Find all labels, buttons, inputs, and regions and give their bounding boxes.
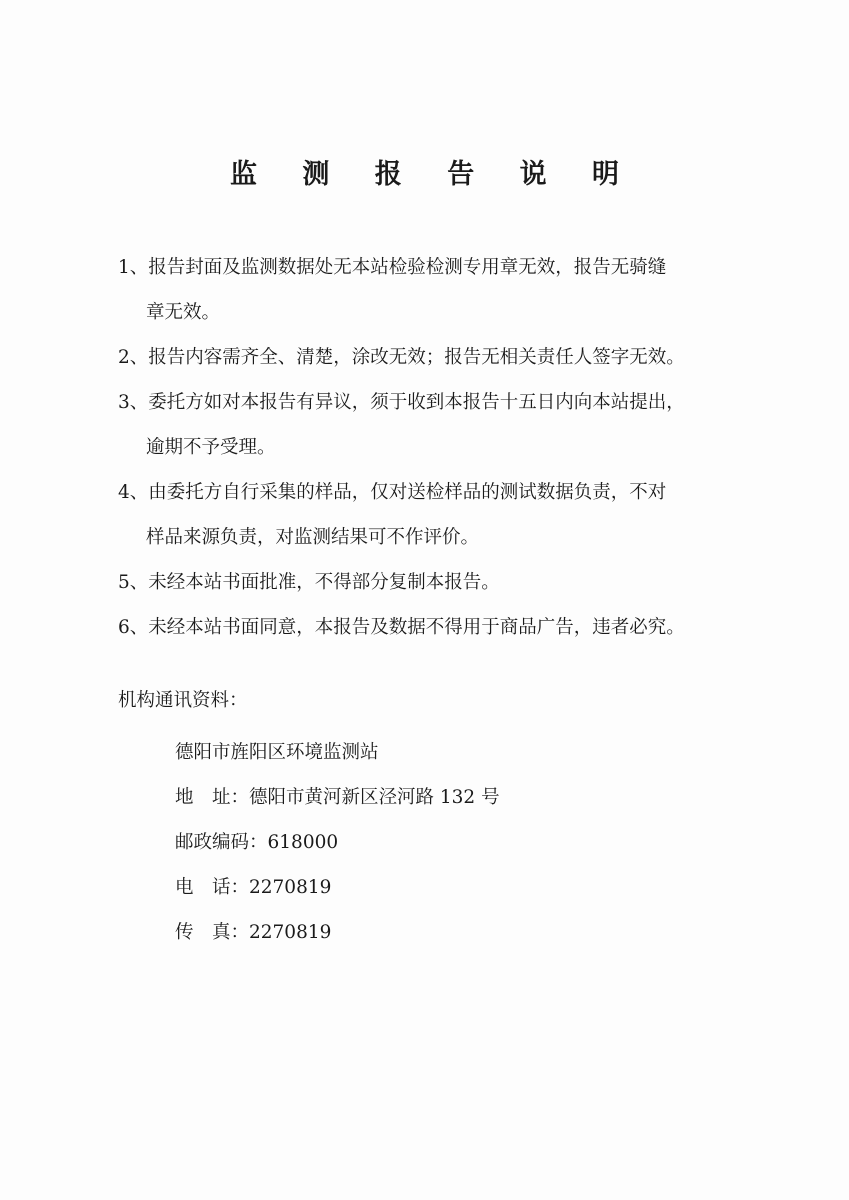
fax-label-char-2: 真：	[211, 922, 249, 943]
contact-phone	[175, 865, 500, 910]
notes-list	[118, 245, 730, 650]
item-text: 6、未经本站书面同意，本报告及数据不得用于商品广告，违者必究。	[118, 617, 685, 638]
fax-value: 2270819	[249, 922, 332, 943]
fax-label-char-1: 传	[175, 922, 194, 943]
item-text: 1、报告封面及监测数据处无本站检验检测专用章无效，报告无骑缝	[118, 257, 667, 278]
list-item	[118, 335, 730, 380]
item-text: 3、委托方如对本报告有异议，须于收到本报告十五日内向本站提出，	[118, 392, 685, 413]
address-label	[175, 775, 249, 820]
item-text: 4、由委托方自行采集的样品，仅对送检样品的测试数据负责，不对	[118, 482, 667, 503]
fax-label	[175, 910, 249, 955]
item-continuation: 样品来源负责，对监测结果可不作评价。	[146, 527, 480, 548]
phone-label-char-1: 电	[175, 877, 194, 898]
phone-label-char-2: 话：	[211, 877, 249, 898]
phone-label	[175, 865, 249, 910]
phone-value: 2270819	[249, 877, 332, 898]
item-text: 5、未经本站书面批准，不得部分复制本报告。	[118, 572, 500, 593]
contact-org	[175, 730, 500, 775]
contact-list	[175, 730, 500, 955]
contact-address	[175, 775, 500, 820]
org-name: 德阳市旌阳区环境监测站	[175, 742, 379, 763]
list-item	[118, 605, 730, 650]
list-item	[118, 470, 730, 560]
address-label-char-1: 地	[175, 787, 194, 808]
item-continuation: 逾期不予受理。	[146, 437, 276, 458]
address-label-char-2: 址：	[211, 787, 249, 808]
contact-postcode	[175, 820, 500, 865]
page-title: 监 测 报 告 说 明	[230, 159, 637, 190]
contact-heading: 机构通讯资料：	[118, 690, 248, 711]
postcode-label: 邮政编码：	[175, 832, 268, 853]
postcode-value: 618000	[267, 832, 339, 853]
contact-fax	[175, 910, 500, 955]
list-item	[118, 380, 730, 470]
item-continuation: 章无效。	[146, 302, 221, 323]
list-item	[118, 560, 730, 605]
list-item	[118, 245, 730, 335]
address-value: 德阳市黄河新区泾河路 132 号	[249, 787, 500, 808]
item-text: 2、报告内容需齐全、清楚，涂改无效；报告无相关责任人签字无效。	[118, 347, 685, 368]
